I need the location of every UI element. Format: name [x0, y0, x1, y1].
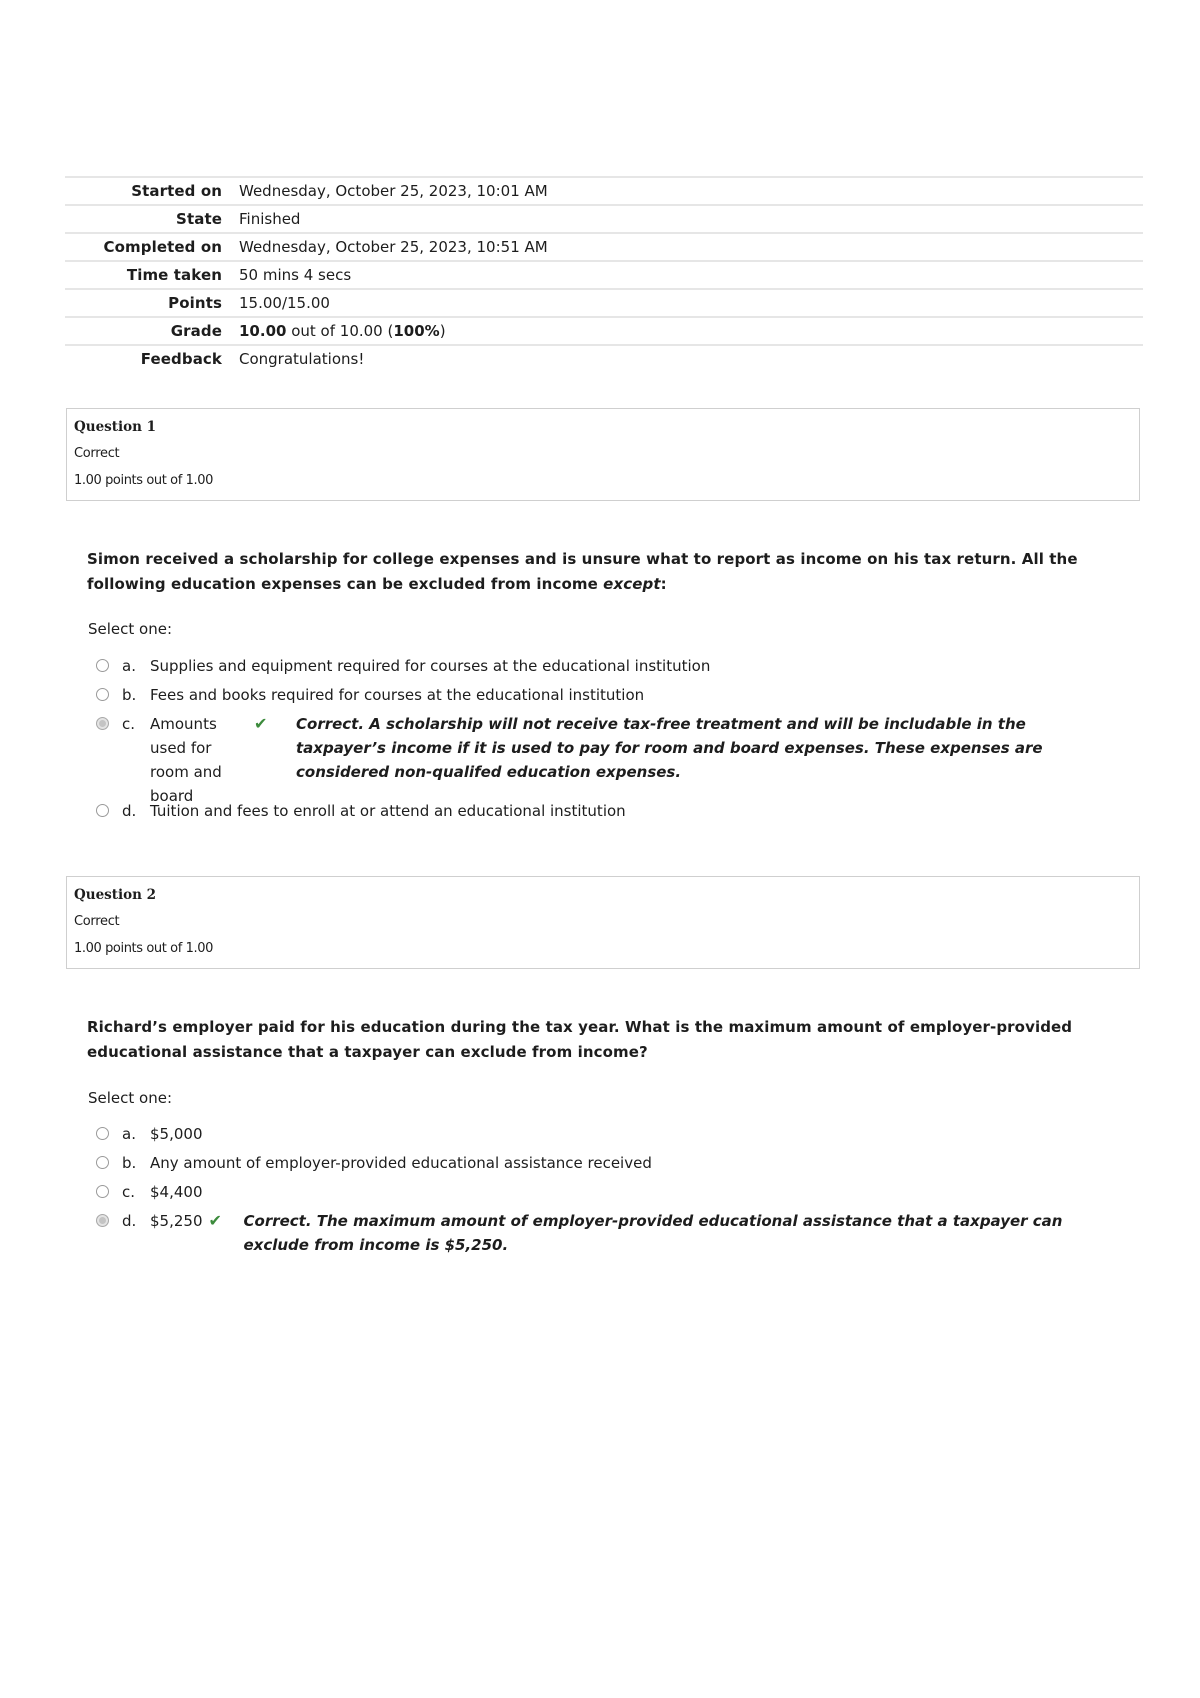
- summary-label: Grade: [170, 322, 222, 340]
- answer-letter: c.: [122, 1183, 136, 1201]
- radio-button-checked[interactable]: [96, 1214, 109, 1227]
- summary-row-grade: [65, 318, 1143, 346]
- question-state: Correct: [74, 446, 120, 461]
- question-info-box: [66, 408, 1140, 501]
- correct-check-icon: ✔: [254, 714, 268, 733]
- question-state: Correct: [74, 914, 120, 929]
- radio-button[interactable]: [96, 804, 109, 817]
- answer-text[interactable]: Any amount of employer-provided educational assistance received: [150, 1154, 652, 1172]
- grade-out-of: out of 10.00 (: [286, 322, 394, 340]
- answer-text[interactable]: $5,000: [150, 1125, 203, 1143]
- answer-text[interactable]: Tuition and fees to enroll at or attend an educational institution: [150, 802, 626, 820]
- answer-option-selected[interactable]: [96, 712, 1111, 808]
- radio-button[interactable]: [96, 688, 109, 701]
- question-text-end: :: [660, 575, 667, 593]
- question-number: Question 2: [74, 887, 157, 903]
- answer-feedback: Correct. The maximum amount of employer-provided educational assistance that a taxpayer can exclude from income is $5,250.: [243, 1212, 1063, 1254]
- answer-letter: b.: [122, 686, 137, 704]
- radio-button[interactable]: [96, 1185, 109, 1198]
- answer-option[interactable]: [96, 1151, 652, 1175]
- correct-check-icon: ✔: [208, 1211, 222, 1230]
- summary-value: Congratulations!: [239, 350, 365, 368]
- answer-text[interactable]: Fees and books required for courses at the educational institution: [150, 686, 645, 704]
- radio-button[interactable]: [96, 1127, 109, 1140]
- answer-letter: a.: [122, 657, 136, 675]
- radio-button[interactable]: [96, 1156, 109, 1169]
- answer-text[interactable]: Amounts used for room and board: [150, 715, 222, 805]
- summary-label: Started on: [131, 182, 222, 200]
- grade-percent: 100%: [393, 322, 440, 340]
- answer-option[interactable]: [96, 1180, 203, 1204]
- radio-button[interactable]: [96, 659, 109, 672]
- question-grade: 1.00 points out of 1.00: [74, 941, 213, 956]
- summary-row-time-taken: [65, 262, 1143, 290]
- summary-row-started-on: [65, 178, 1143, 206]
- summary-label: Feedback: [140, 350, 222, 368]
- summary-label: State: [176, 210, 222, 228]
- summary-label: Time taken: [126, 266, 222, 284]
- answer-letter: b.: [122, 1154, 137, 1172]
- question-grade: 1.00 points out of 1.00: [74, 473, 213, 488]
- answer-letter: d.: [122, 802, 137, 820]
- summary-row-completed-on: [65, 234, 1143, 262]
- summary-row-state: [65, 206, 1143, 234]
- question-text: [87, 547, 1087, 597]
- grade-close: ): [439, 322, 446, 340]
- grade-score: 10.00: [239, 322, 287, 340]
- summary-label: Points: [168, 294, 222, 312]
- answer-feedback: Correct. A scholarship will not receive tax-free treatment and will be includable in the taxpayer’s income if it is used to pay for room and board expenses. These expenses are considered non-qualifed education expenses.: [296, 715, 1043, 781]
- radio-button-checked[interactable]: [96, 717, 109, 730]
- question-text-emphasis: except: [603, 575, 661, 593]
- select-one-label: Select one:: [88, 620, 173, 638]
- question-text: [87, 1015, 1087, 1065]
- answer-option[interactable]: [96, 654, 710, 678]
- answer-text[interactable]: Supplies and equipment required for courses at the educational institution: [150, 657, 711, 675]
- answer-option[interactable]: [96, 683, 644, 707]
- summary-value: 50 mins 4 secs: [239, 266, 352, 284]
- question-text-main: Richard’s employer paid for his education during the tax year. What is the maximum amount of employer-provided educational assistance that a taxpayer can exclude from income?: [87, 1018, 1073, 1061]
- summary-value: Wednesday, October 25, 2023, 10:01 AM: [239, 182, 548, 200]
- answer-letter: d.: [122, 1212, 137, 1230]
- summary-row-points: [65, 290, 1143, 318]
- question-number: Question 1: [74, 419, 157, 435]
- answer-letter: a.: [122, 1125, 136, 1143]
- summary-label: Completed on: [103, 238, 222, 256]
- question-info-box: [66, 876, 1140, 969]
- summary-row-feedback: [65, 346, 1143, 372]
- summary-value: 15.00/15.00: [239, 294, 330, 312]
- question-text-main: Simon received a scholarship for college expenses and is unsure what to report as income on his tax return. All the following education expenses can be excluded from income: [87, 550, 1078, 593]
- answer-text[interactable]: $4,400: [150, 1183, 203, 1201]
- answer-option[interactable]: [96, 1122, 203, 1146]
- summary-value-grade: [239, 322, 1143, 340]
- summary-value: Wednesday, October 25, 2023, 10:51 AM: [239, 238, 548, 256]
- attempt-summary-table: [65, 176, 1143, 372]
- answer-text[interactable]: $5,250: [150, 1212, 203, 1230]
- select-one-label: Select one:: [88, 1089, 173, 1107]
- answer-letter: c.: [122, 715, 136, 733]
- answer-option-selected[interactable]: [96, 1209, 1094, 1257]
- summary-value: Finished: [239, 210, 301, 228]
- answer-option[interactable]: [96, 799, 626, 823]
